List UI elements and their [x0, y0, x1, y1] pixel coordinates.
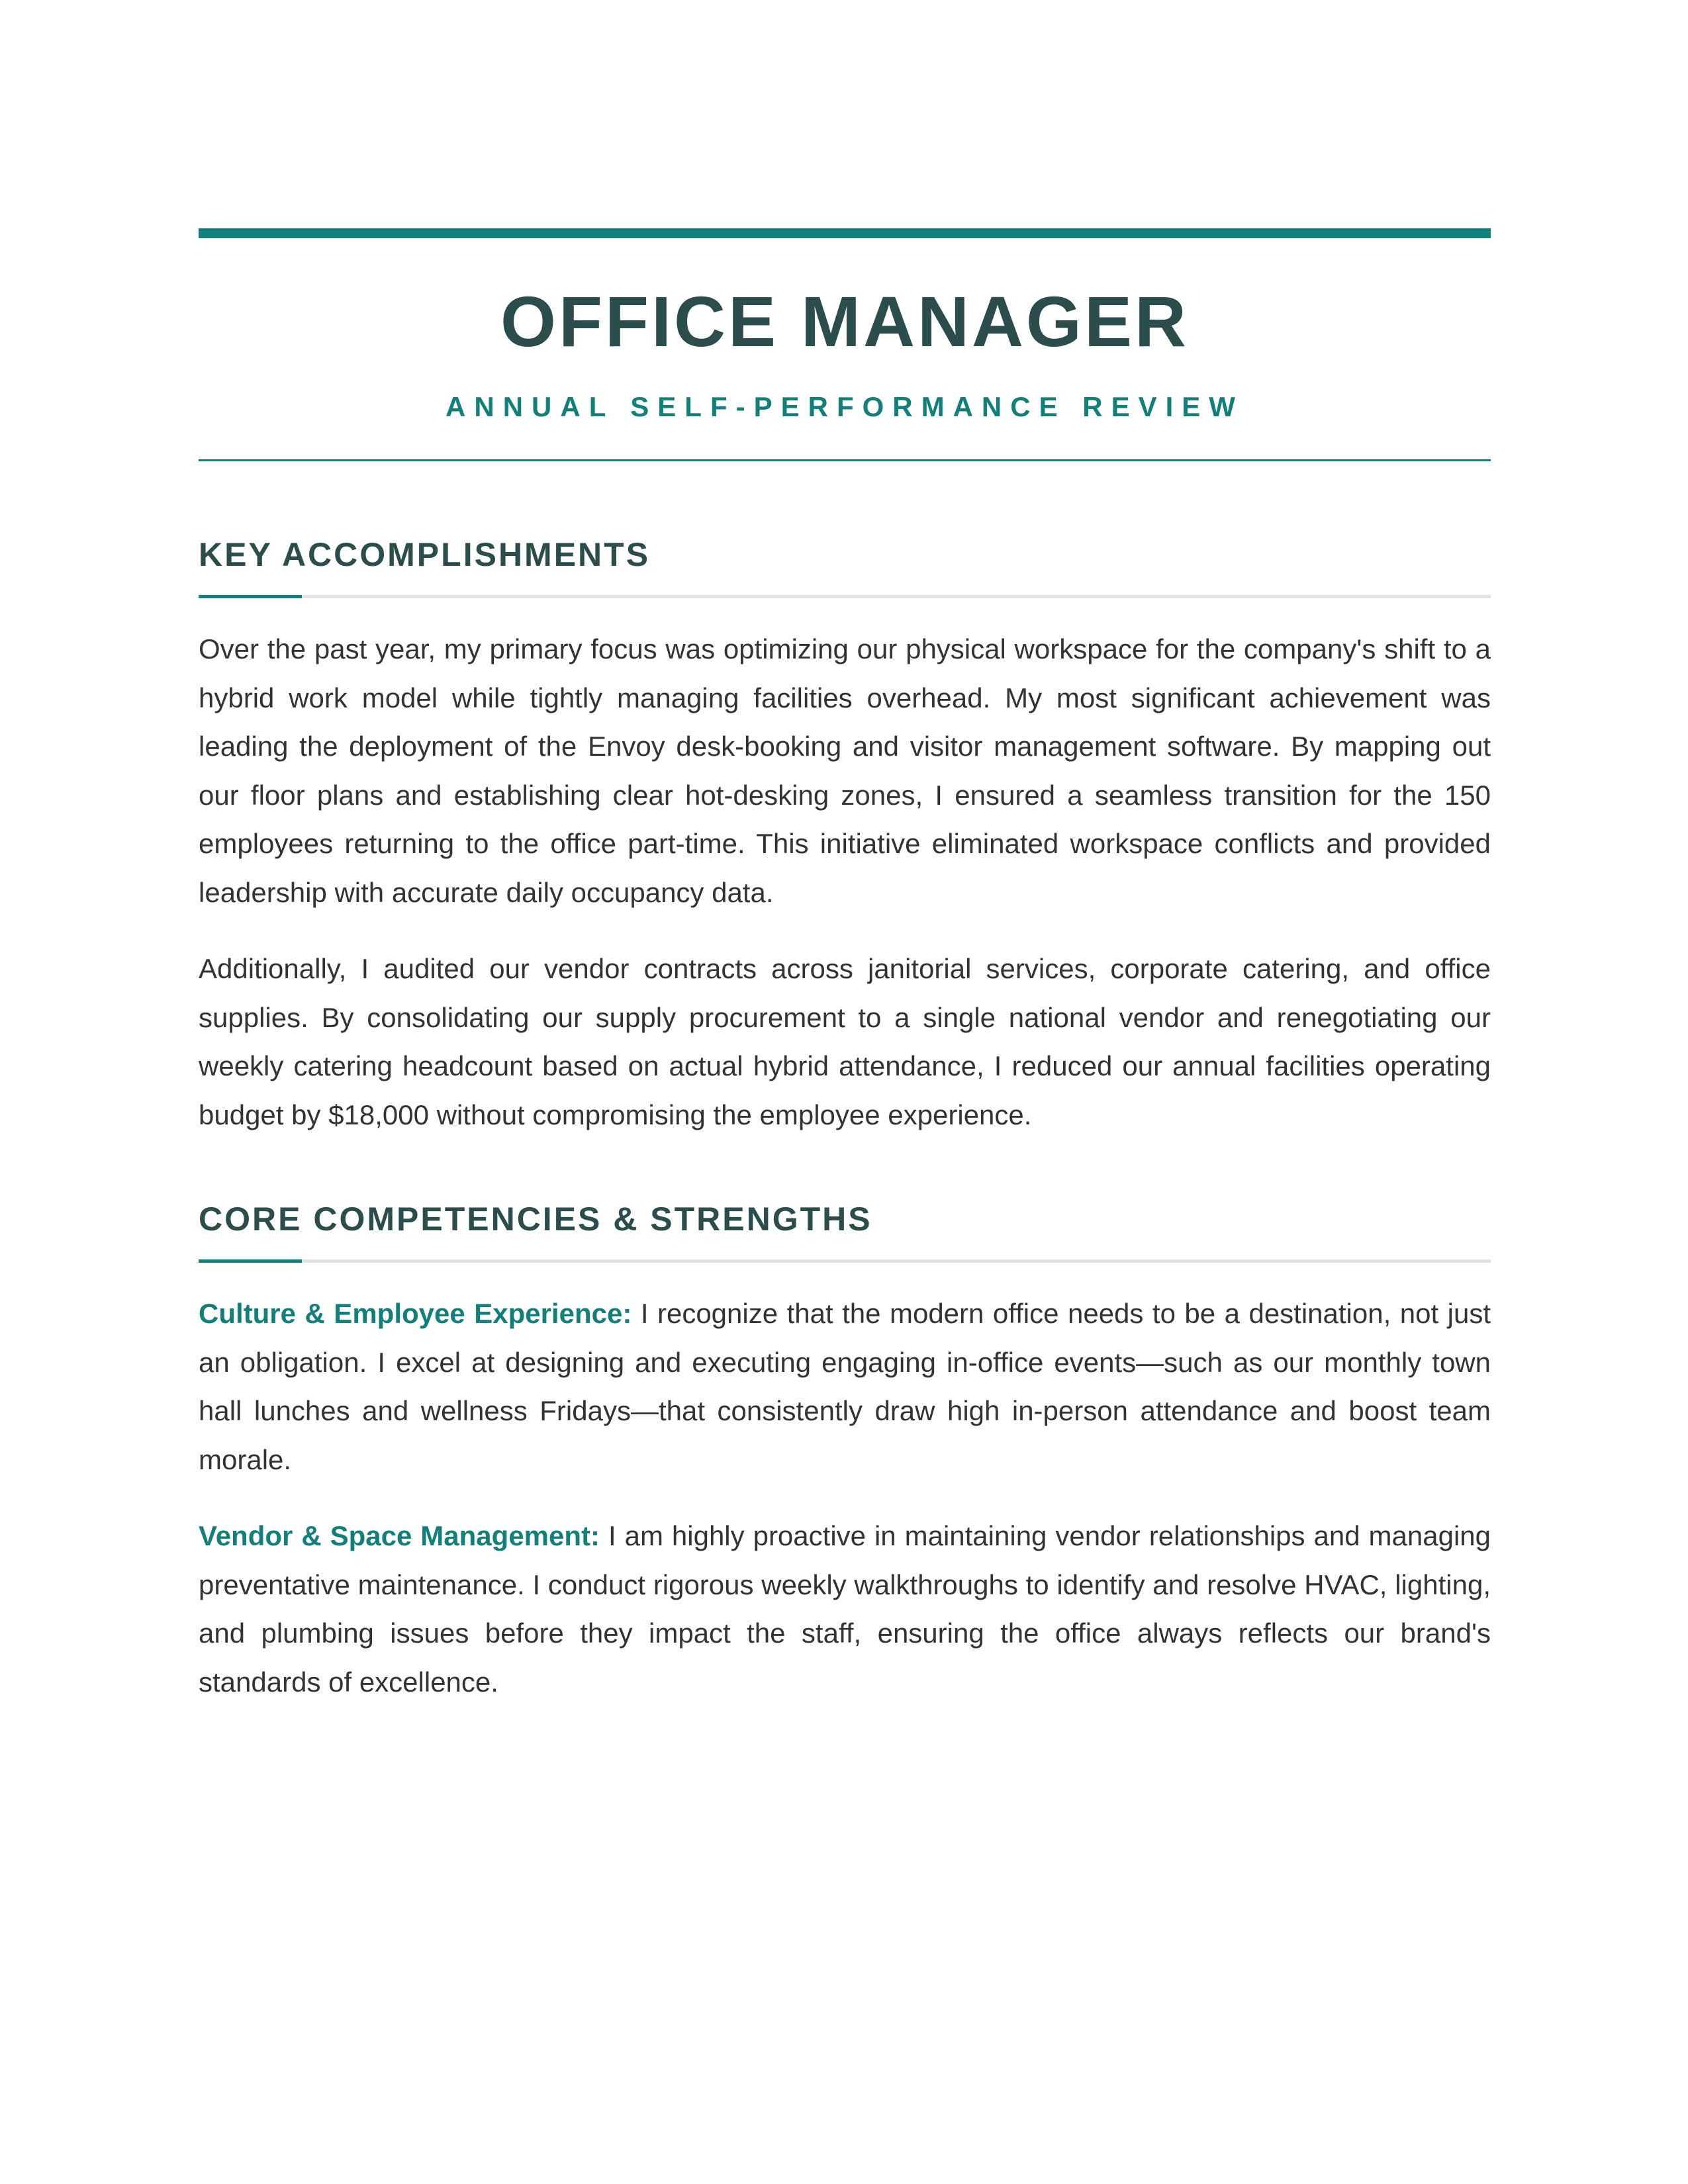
- competency-term: Vendor & Space Management:: [199, 1520, 600, 1551]
- section-core-competencies: [199, 1203, 1491, 1706]
- competency-text: I recognize that the modern office needs to be a destination, not just an obligation. I excel at designing and executing engaging in-office events—such as our monthly town hall lunches and wellness Fridays—that consistently draw high in-person attendance and boost team morale.: [199, 1298, 1491, 1475]
- section-divider-accent: [199, 595, 302, 598]
- accomplishment-paragraph: Additionally, I audited our vendor contracts across janitorial services, corporate catering, and office supplies. By consolidating our supply procurement to a single national vendor and renegotiating our weekly catering headcount based on actual hybrid attendance, I reduced our annual facilities operating budget by $18,000 without compromising the employee experience.: [199, 953, 1491, 1130]
- section-divider: [199, 595, 1491, 598]
- top-accent-bar: [199, 228, 1491, 238]
- document-title: OFFICE MANAGER: [500, 281, 1189, 361]
- review-page: [199, 228, 1491, 1706]
- section-divider: [199, 1259, 1491, 1263]
- section-heading-competencies: CORE COMPETENCIES & STRENGTHS: [199, 1201, 872, 1238]
- competency-paragraph: [199, 1289, 1491, 1484]
- document-subtitle: ANNUAL SELF-PERFORMANCE REVIEW: [445, 391, 1244, 422]
- accomplishment-paragraph: Over the past year, my primary focus was optimizing our physical workspace for the company's shift to a hybrid work model while tightly managing facilities overhead. My most significant achievement was leading the deployment of the Envoy desk-booking and visitor management software. By mapping out our floor plans and establishing clear hot-desking zones, I ensured a seamless transition for the 150 employees returning to the office part-time. This initiative eliminated workspace conflicts and provided leadership with accurate daily occupancy data.: [199, 633, 1491, 908]
- competency-paragraph: [199, 1512, 1491, 1706]
- section-heading-accomplishments: KEY ACCOMPLISHMENTS: [199, 536, 651, 573]
- competency-text: I am highly proactive in maintaining vendor relationships and managing preventative maintenance. I conduct rigorous weekly walkthroughs to identify and resolve HVAC, lighting, and plumbing issues before they impact the staff, ensuring the office always reflects our brand's standards of excellence.: [199, 1520, 1491, 1698]
- section-divider-accent: [199, 1259, 302, 1263]
- section-key-accomplishments: [199, 538, 1491, 1139]
- competency-term: Culture & Employee Experience:: [199, 1298, 632, 1329]
- header-divider: [199, 459, 1491, 461]
